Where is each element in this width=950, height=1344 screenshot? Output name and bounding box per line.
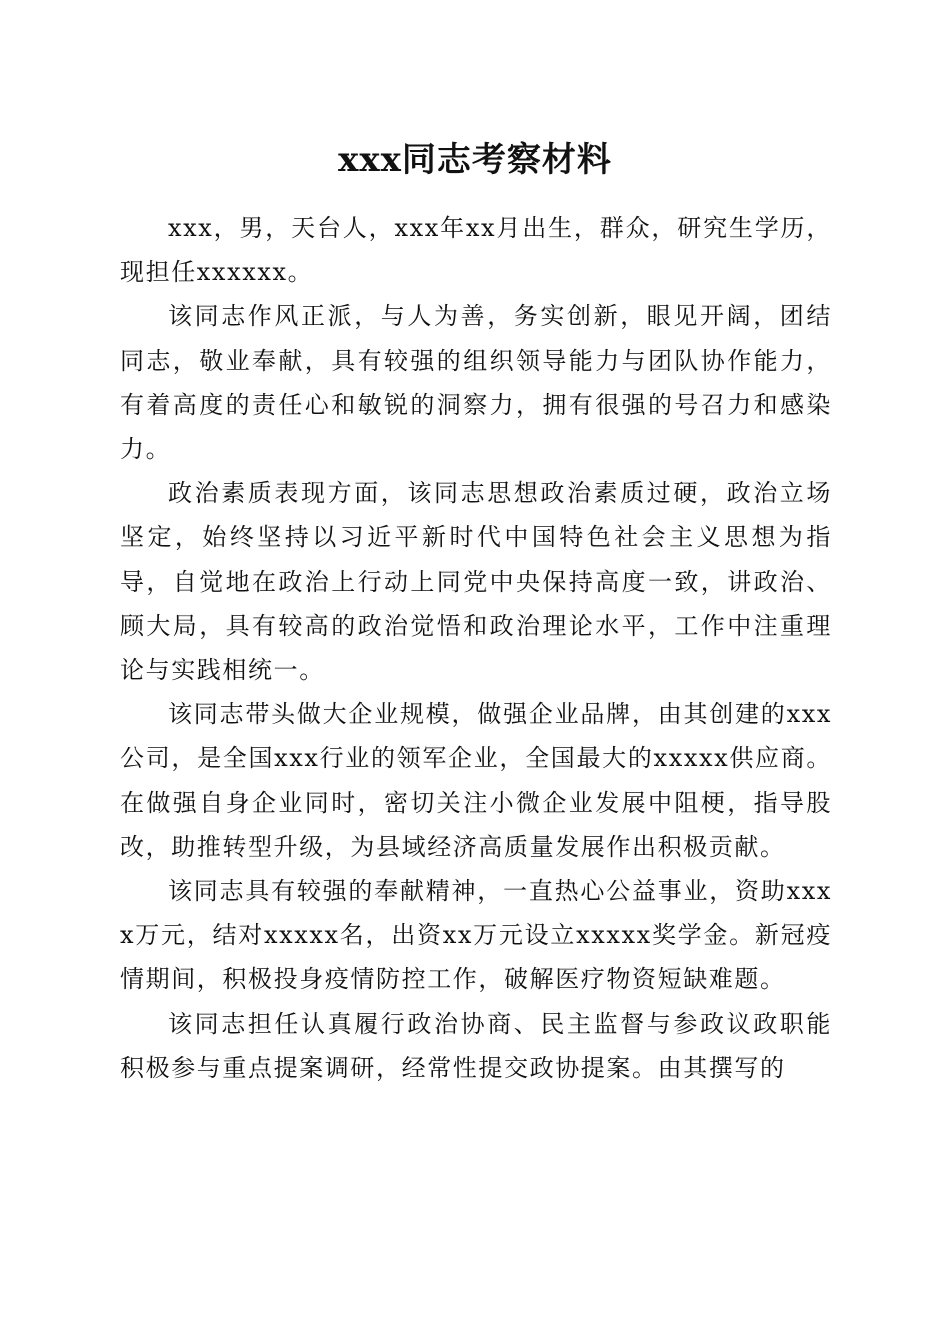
document-body: [120, 206, 832, 1090]
paragraph-basic-info: xxx，男，天台人，xxx年xx月出生，群众，研究生学历，现担任xxxxxx。: [120, 214, 832, 287]
paragraph-cppcc-duties: 该同志担任认真履行政治协商、民主监督与参政议政职能积极参与重点提案调研，经常性提交政协提案。由其撰写的: [120, 1009, 832, 1082]
paragraph-work-style: 该同志作风正派，与人为善，务实创新，眼见开阔，团结同志，敬业奉献，具有较强的组织领导能力与团队协作能力，有着高度的责任心和敏锐的洞察力，拥有很强的号召力和感染力。: [120, 302, 832, 464]
document-title: xxx同志考察材料: [338, 140, 612, 180]
paragraph-political-quality: 政治素质表现方面，该同志思想政治素质过硬，政治立场坚定，始终坚持以习近平新时代中国特色社会主义思想为指导，自觉地在政治上行动上同党中央保持高度一致，讲政治、顾大局，具有较高的政治觉悟和政治理论水平，工作中注重理论与实践相统一。: [120, 479, 832, 685]
paragraph-enterprise: 该同志带头做大企业规模，做强企业品牌，由其创建的xxx公司，是全国xxx行业的领军企业，全国最大的xxxxx供应商。在做强自身企业同时，密切关注小微企业发展中阻梗，指导股改，助推转型升级，为县域经济高质量发展作出积极贡献。: [120, 700, 832, 861]
paragraph-public-welfare: 该同志具有较强的奉献精神，一直热心公益事业，资助xxxx万元，结对xxxxx名，出资xx万元设立xxxxx奖学金。新冠疫情期间，积极投身疫情防控工作，破解医疗物资短缺难题。: [120, 877, 832, 994]
